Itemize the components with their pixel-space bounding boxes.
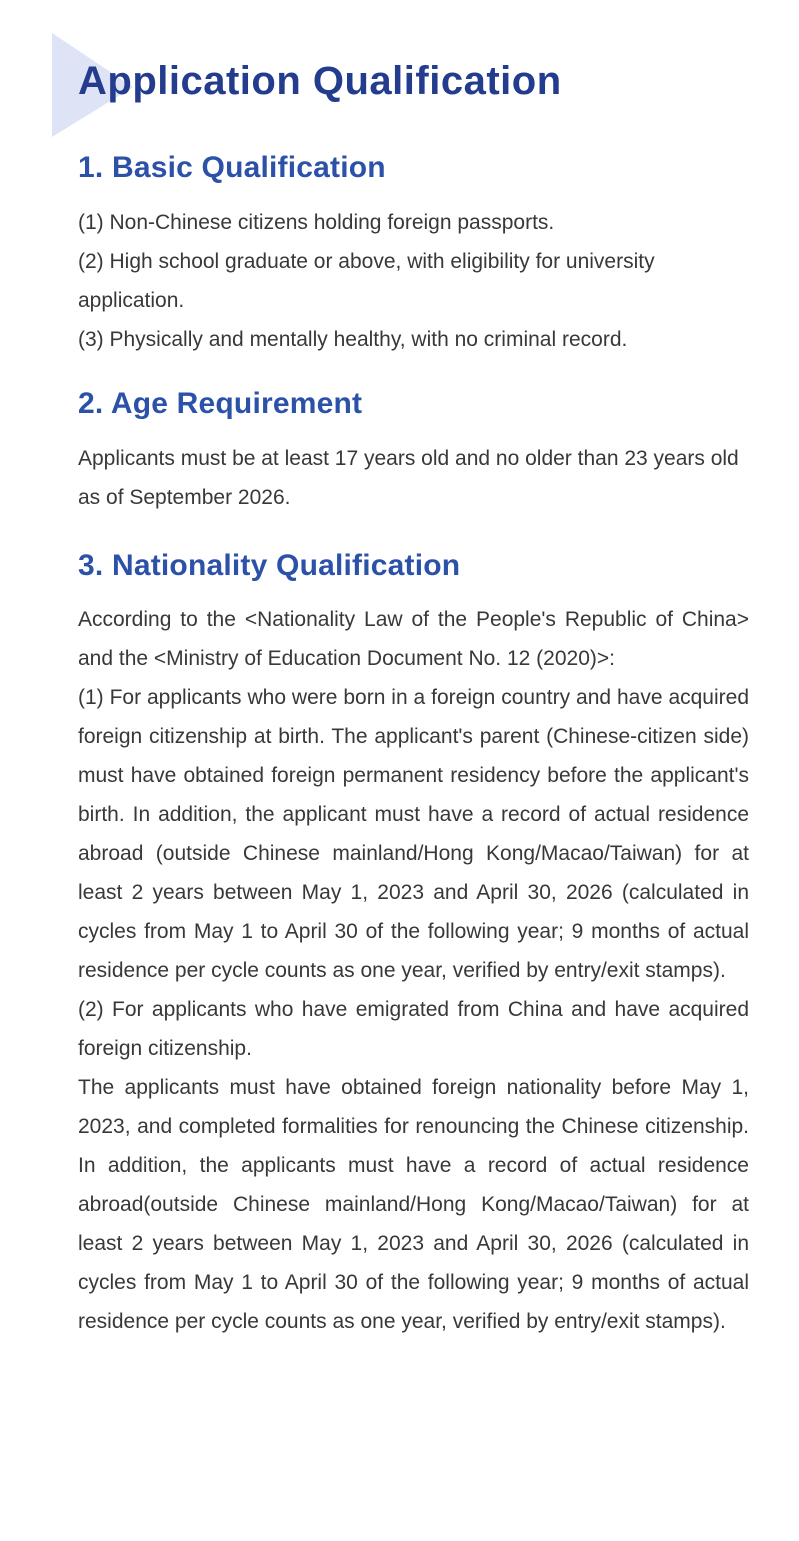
section-heading-basic-qualification: 1. Basic Qualification <box>78 151 386 184</box>
body-paragraph: According to the <Nationality Law of the People's Republic of China> and the <Ministry of Education Document No. 12 (2020)>: <box>78 608 749 670</box>
body-paragraph: (1) Non-Chinese citizens holding foreign passports. <box>78 211 555 234</box>
body-paragraph: Applicants must be at least 17 years old and no older than 23 years old as of September 2026. <box>78 447 739 509</box>
body-paragraph: (3) Physically and mentally healthy, with no criminal record. <box>78 328 628 351</box>
section-body <box>78 203 749 359</box>
section-body <box>78 600 749 1341</box>
section-heading-nationality-qualification: 3. Nationality Qualification <box>78 549 461 582</box>
section-basic-qualification <box>78 149 749 359</box>
section-nationality-qualification <box>78 547 749 1341</box>
body-paragraph: The applicants must have obtained foreign nationality before May 1, 2023, and completed formalities for renouncing the Chinese citizenship. In addition, the applicants must have a record of actual residence abroad(outside Chinese mainland/Hong Kong/Macao/Taiwan) for at least 2 years between May 1, 2023 and April 30, 2026 (calculated in cycles from May 1 to April 30 of the following year; 9 months of actual residence per cycle counts as one year, verified by entry/exit stamps). <box>78 1076 749 1333</box>
body-paragraph: (2) For applicants who have emigrated from China and have acquired foreign citizenship. <box>78 998 749 1060</box>
page-title: Application Qualification <box>78 59 562 103</box>
body-paragraph: (2) High school graduate or above, with eligibility for university application. <box>78 250 655 312</box>
body-paragraph: (1) For applicants who were born in a foreign country and have acquired foreign citizenship at birth. The applicant's parent (Chinese-citizen side) must have obtained foreign permanent residency before the applicant's birth. In addition, the applicant must have a record of actual residence abroad (outside Chinese mainland/Hong Kong/Macao/Taiwan) for at least 2 years between May 1, 2023 and April 30, 2026 (calculated in cycles from May 1 to April 30 of the following year; 9 months of actual residence per cycle counts as one year, verified by entry/exit stamps). <box>78 686 749 982</box>
section-heading-age-requirement: 2. Age Requirement <box>78 387 363 420</box>
section-age-requirement <box>78 385 749 517</box>
section-body <box>78 439 749 517</box>
